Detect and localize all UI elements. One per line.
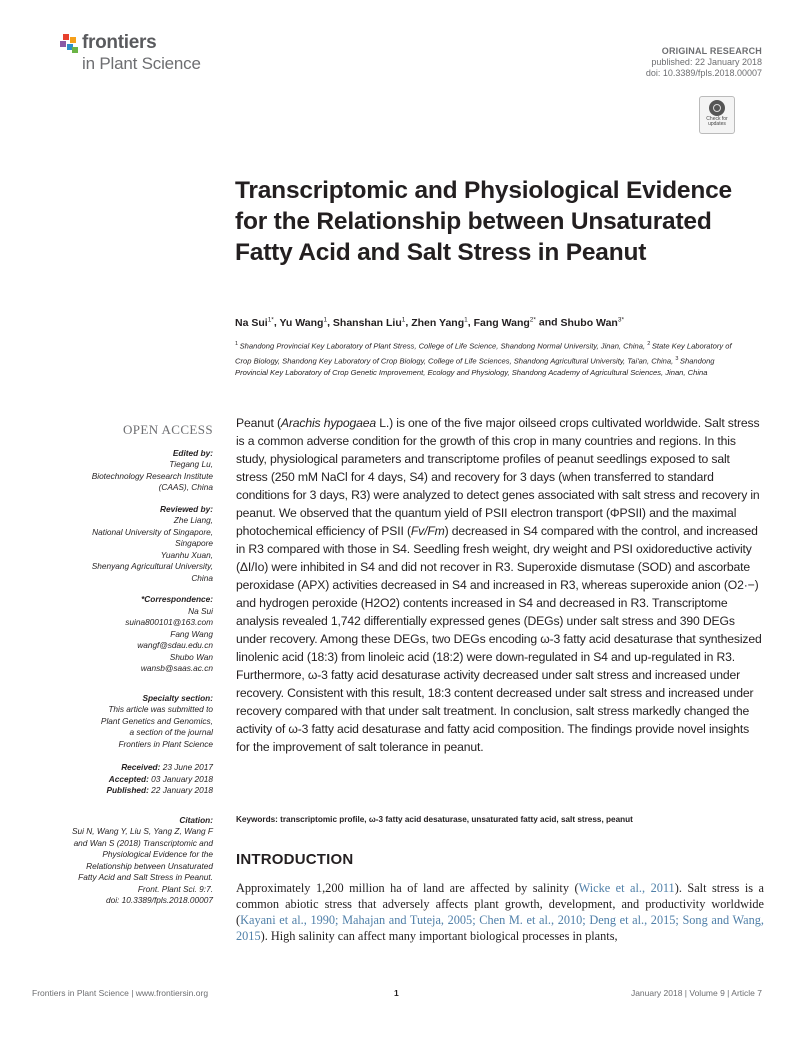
journal-logo[interactable] xyxy=(60,32,230,80)
sidebar xyxy=(40,424,213,907)
citation-link[interactable]: Kayani et al., 1990; Mahajan and Tuteja, 2005; Chen M. et al., 2010; Deng et al., 2015; Song and Wang, 2015 xyxy=(236,913,764,943)
check-updates-label: Check for updates xyxy=(706,116,728,127)
specialty: This article was submitted to Plant Genetics and Genomics, a section of the journal Frontiers in Plant Science xyxy=(100,704,213,749)
open-access-label: OPEN ACCESS xyxy=(122,422,213,437)
author[interactable]: Shanshan Liu$^1$ xyxy=(332,316,406,329)
footer-issue: January 2018 | Volume 9 | Article 7 xyxy=(630,988,762,998)
check-for-updates-badge[interactable] xyxy=(699,96,735,134)
reviewed-by-label: Reviewed by: xyxy=(159,503,213,514)
specialty-label: Specialty section: xyxy=(142,692,213,703)
section-heading-introduction: INTRODUCTION xyxy=(236,851,354,868)
article-header xyxy=(646,46,762,79)
article-type: ORIGINAL RESEARCH xyxy=(661,46,762,56)
affiliation: Shandong Provincial Key Laboratory of Crop Genetic Improvement, Ecology and Physiology, Shandong Academy of Agricultural Sciences, Jinan, China xyxy=(235,356,715,378)
published-label: Published: xyxy=(106,785,149,795)
citation-link[interactable]: Wicke et al., 2011 xyxy=(578,881,675,895)
affiliations: $^1$ Shandong Provincial Key Laboratory of Plant Stress, College of Life Science, Shandong Normal University, Jinan, China, $^2$ State Key Laboratory of Crop Biology, Shandong Key Laboratory of Crop Biology, College of Life Sciences, Shandong Agricultural University, Tai'an, China, $^3$ Shandong Provincial Key Laboratory of Crop Genetic Improvement, Ecology and Physiology, Shandong Academy of Agricultural Sciences, Jinan, China xyxy=(235,341,732,378)
author[interactable]: Shubo Wan$^{3*}$ xyxy=(560,316,624,329)
citation: Sui N, Wang Y, Liu S, Yang Z, Wang F and Wan S (2018) Transcriptomic and Physiological Evidence for the Relationship between Unsaturated Fatty Acid and Salt Stress in Peanut. Front. Plant Sci. 9:7. doi: 10.3389/fpls.2018.00007 xyxy=(72,826,213,905)
accepted-label: Accepted: xyxy=(108,773,149,784)
abstract: Peanut (Arachis hypogaea L.) is one of the five major oilseed crops cultivated worldwide. Salt stress is a common adverse condition for the growth of this crop in many countries and regions. In this study, physiological parameters and transcriptome profiles of peanut seedlings exposed to salt stress (250 mM NaCl for 4 days, S4) and recovery for 3 days (when transferred to standard conditions for 3 days, R3) were analyzed to detect genes associated with salt stress and recovery in peanut. We observed that the quantum yield of PSII electron transport (ΦPSII) and the maximal photochemical efficiency of PSII (Fv/Fm) decreased in S4 compared with the control, and increased in R3 compared with those in S4. Seedling fresh weight, dry weight and PSI oxidoreductive activity (ΔI/Io) were inhibited in S4 and did not recover in R3. Superoxide dismutase (SOD) and ascorbate peroxidase (APX) activities decreased in S4 and increased in R3, whereas superoxide anion (O2·−) and hydrogen peroxide (H2O2) contents increased in S4 and decreased in R3. Transcriptome analysis revealed 1,742 differentially expressed genes (DEGs) under salt stress and 390 DEGs under recovery. Among these DEGs, two DEGs encoding ω-3 fatty acid desaturase that synthesized linolenic acid (18:3) from linoleic acid (18:2) were down-regulated in S4 and up-regulated in R3. Furthermore, ω-3 fatty acid desaturase activity decreased under salt stress and increased under recovery. Consistent with this result, 18:3 content decreased under salt stress and increased under recovery compared with that under salt treatment. In conclusion, salt stress markedly changed the activity of ω-3 fatty acid desaturase and fatty acid composition. The findings provide novel insights for the improvement of salt tolerance in peanut. xyxy=(236,416,762,754)
author-list: Na Sui$^{1*}$, Yu Wang$^1$, Shanshan Liu$^1$, Zhen Yang$^1$, Fang Wang$^{2*}$ and Shubo Wan$^{3*}$ xyxy=(235,316,624,329)
author[interactable]: Fang Wang$^{2*}$ xyxy=(473,316,536,329)
article-title: Transcriptomic and Physiological Evidence for the Relationship between Unsaturated Fatty Acid and Salt Stress in Peanut xyxy=(235,177,732,266)
check-updates-icon xyxy=(709,100,725,116)
doi[interactable]: doi: 10.3389/fpls.2018.00007 xyxy=(645,68,762,78)
edited-by-label: Edited by: xyxy=(172,447,213,458)
affiliation: State Key Laboratory of Crop Biology, Shandong Key Laboratory of Crop Biology, College of Life Sciences, Shandong Agricultural University, Tai'an, China, xyxy=(235,341,732,366)
journal-subtitle: in Plant Science xyxy=(82,54,201,73)
affiliation: Shandong Provincial Key Laboratory of Plant Stress, College of Life Science, Shandong Normal University, Jinan, China, xyxy=(239,341,648,351)
citation-label: Citation: xyxy=(179,814,213,825)
frontiers-logo-icon xyxy=(60,34,80,56)
correspondence[interactable]: Na Sui suina800101@163.com Fang Wang wangf@sdau.edu.cn Shubo Wan wansb@saas.ac.cn xyxy=(125,605,213,673)
published-date: published: 22 January 2018 xyxy=(651,57,762,67)
keywords: Keywords: transcriptomic profile, ω-3 fatty acid desaturase, unsaturated fatty acid, salt stress, peanut xyxy=(236,815,633,824)
author[interactable]: Yu Wang$^1$ xyxy=(279,316,328,329)
received-label: Received: xyxy=(121,762,161,772)
correspondence-label: *Correspondence: xyxy=(141,594,213,604)
page-number: 1 xyxy=(394,988,399,998)
author[interactable]: Zhen Yang$^1$ xyxy=(411,316,468,329)
footer-journal[interactable]: Frontiers in Plant Science | www.frontiersin.org xyxy=(32,988,209,998)
accepted-date: 03 January 2018 xyxy=(151,773,213,784)
introduction-text: Approximately 1,200 million ha of land are affected by salinity (Wicke et al., 2011). Salt stress is a common abiotic stress that adversely affects plant growth, development, and productivity worldwide (Kayani et al., 1990; Mahajan and Tuteja, 2005; Chen M. et al., 2010; Deng et al., 2015; Song and Wang, 2015). High salinity can affect many important biological processes in plants, xyxy=(236,881,764,943)
edited-by: Tiegang Lu, Biotechnology Research Institute (CAAS), China xyxy=(91,459,213,492)
dates xyxy=(40,762,213,797)
journal-name: frontiers xyxy=(82,32,157,53)
published-date-sidebar: 22 January 2018 xyxy=(151,785,213,795)
reviewed-by: Zhe Liang, National University of Singapore, Singapore Yuanhu Xuan, Shenyang Agricultural University, China xyxy=(91,515,213,583)
author[interactable]: Na Sui$^{1*}$ xyxy=(235,316,274,329)
received-date: 23 June 2017 xyxy=(162,762,213,772)
